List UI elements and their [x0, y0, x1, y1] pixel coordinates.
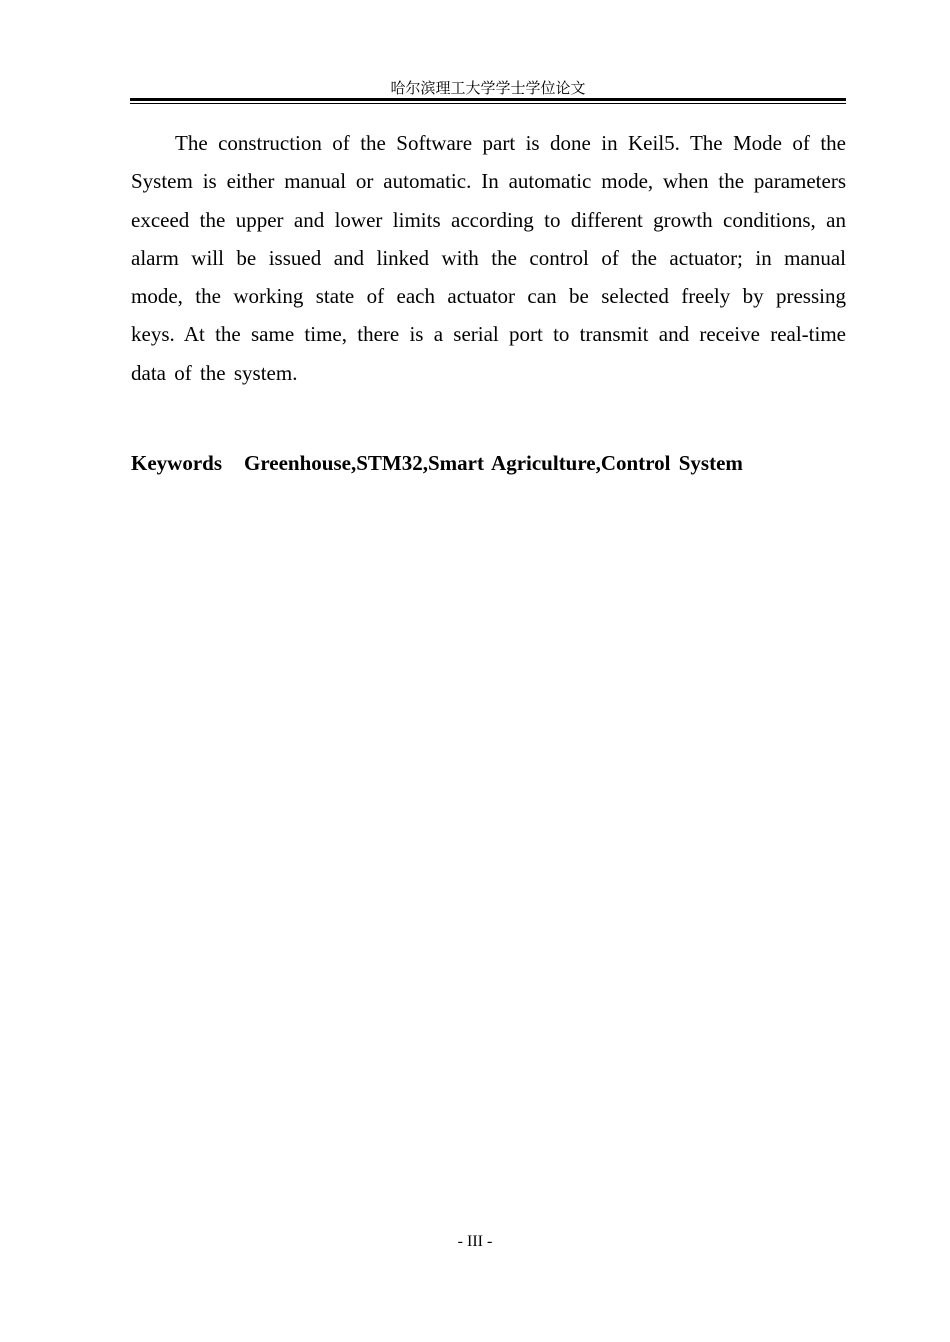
keywords-text: Greenhouse,STM32,Smart Agriculture,Control System: [244, 451, 743, 475]
header-rule-thin: [130, 103, 846, 104]
keywords-label: Keywords: [131, 451, 222, 475]
running-header-title: 哈尔滨理工大学学士学位论文: [390, 79, 586, 97]
abstract-paragraph: The construction of the Software part is done in Keil5. The Mode of the System is either manual or automatic. In automatic mode, when the parameters exceed the upper and lower limits according to different growth conditions, an alarm will be issued and linked with the control of the actuator; in manual mode, the working state of each actuator can be selected freely by pressing keys. At the same time, there is a serial port to transmit and receive real-time data of the system.: [131, 131, 846, 385]
page-number: - III -: [457, 1233, 493, 1250]
keywords-line: [131, 445, 846, 481]
header-rule-thick: [130, 98, 846, 101]
